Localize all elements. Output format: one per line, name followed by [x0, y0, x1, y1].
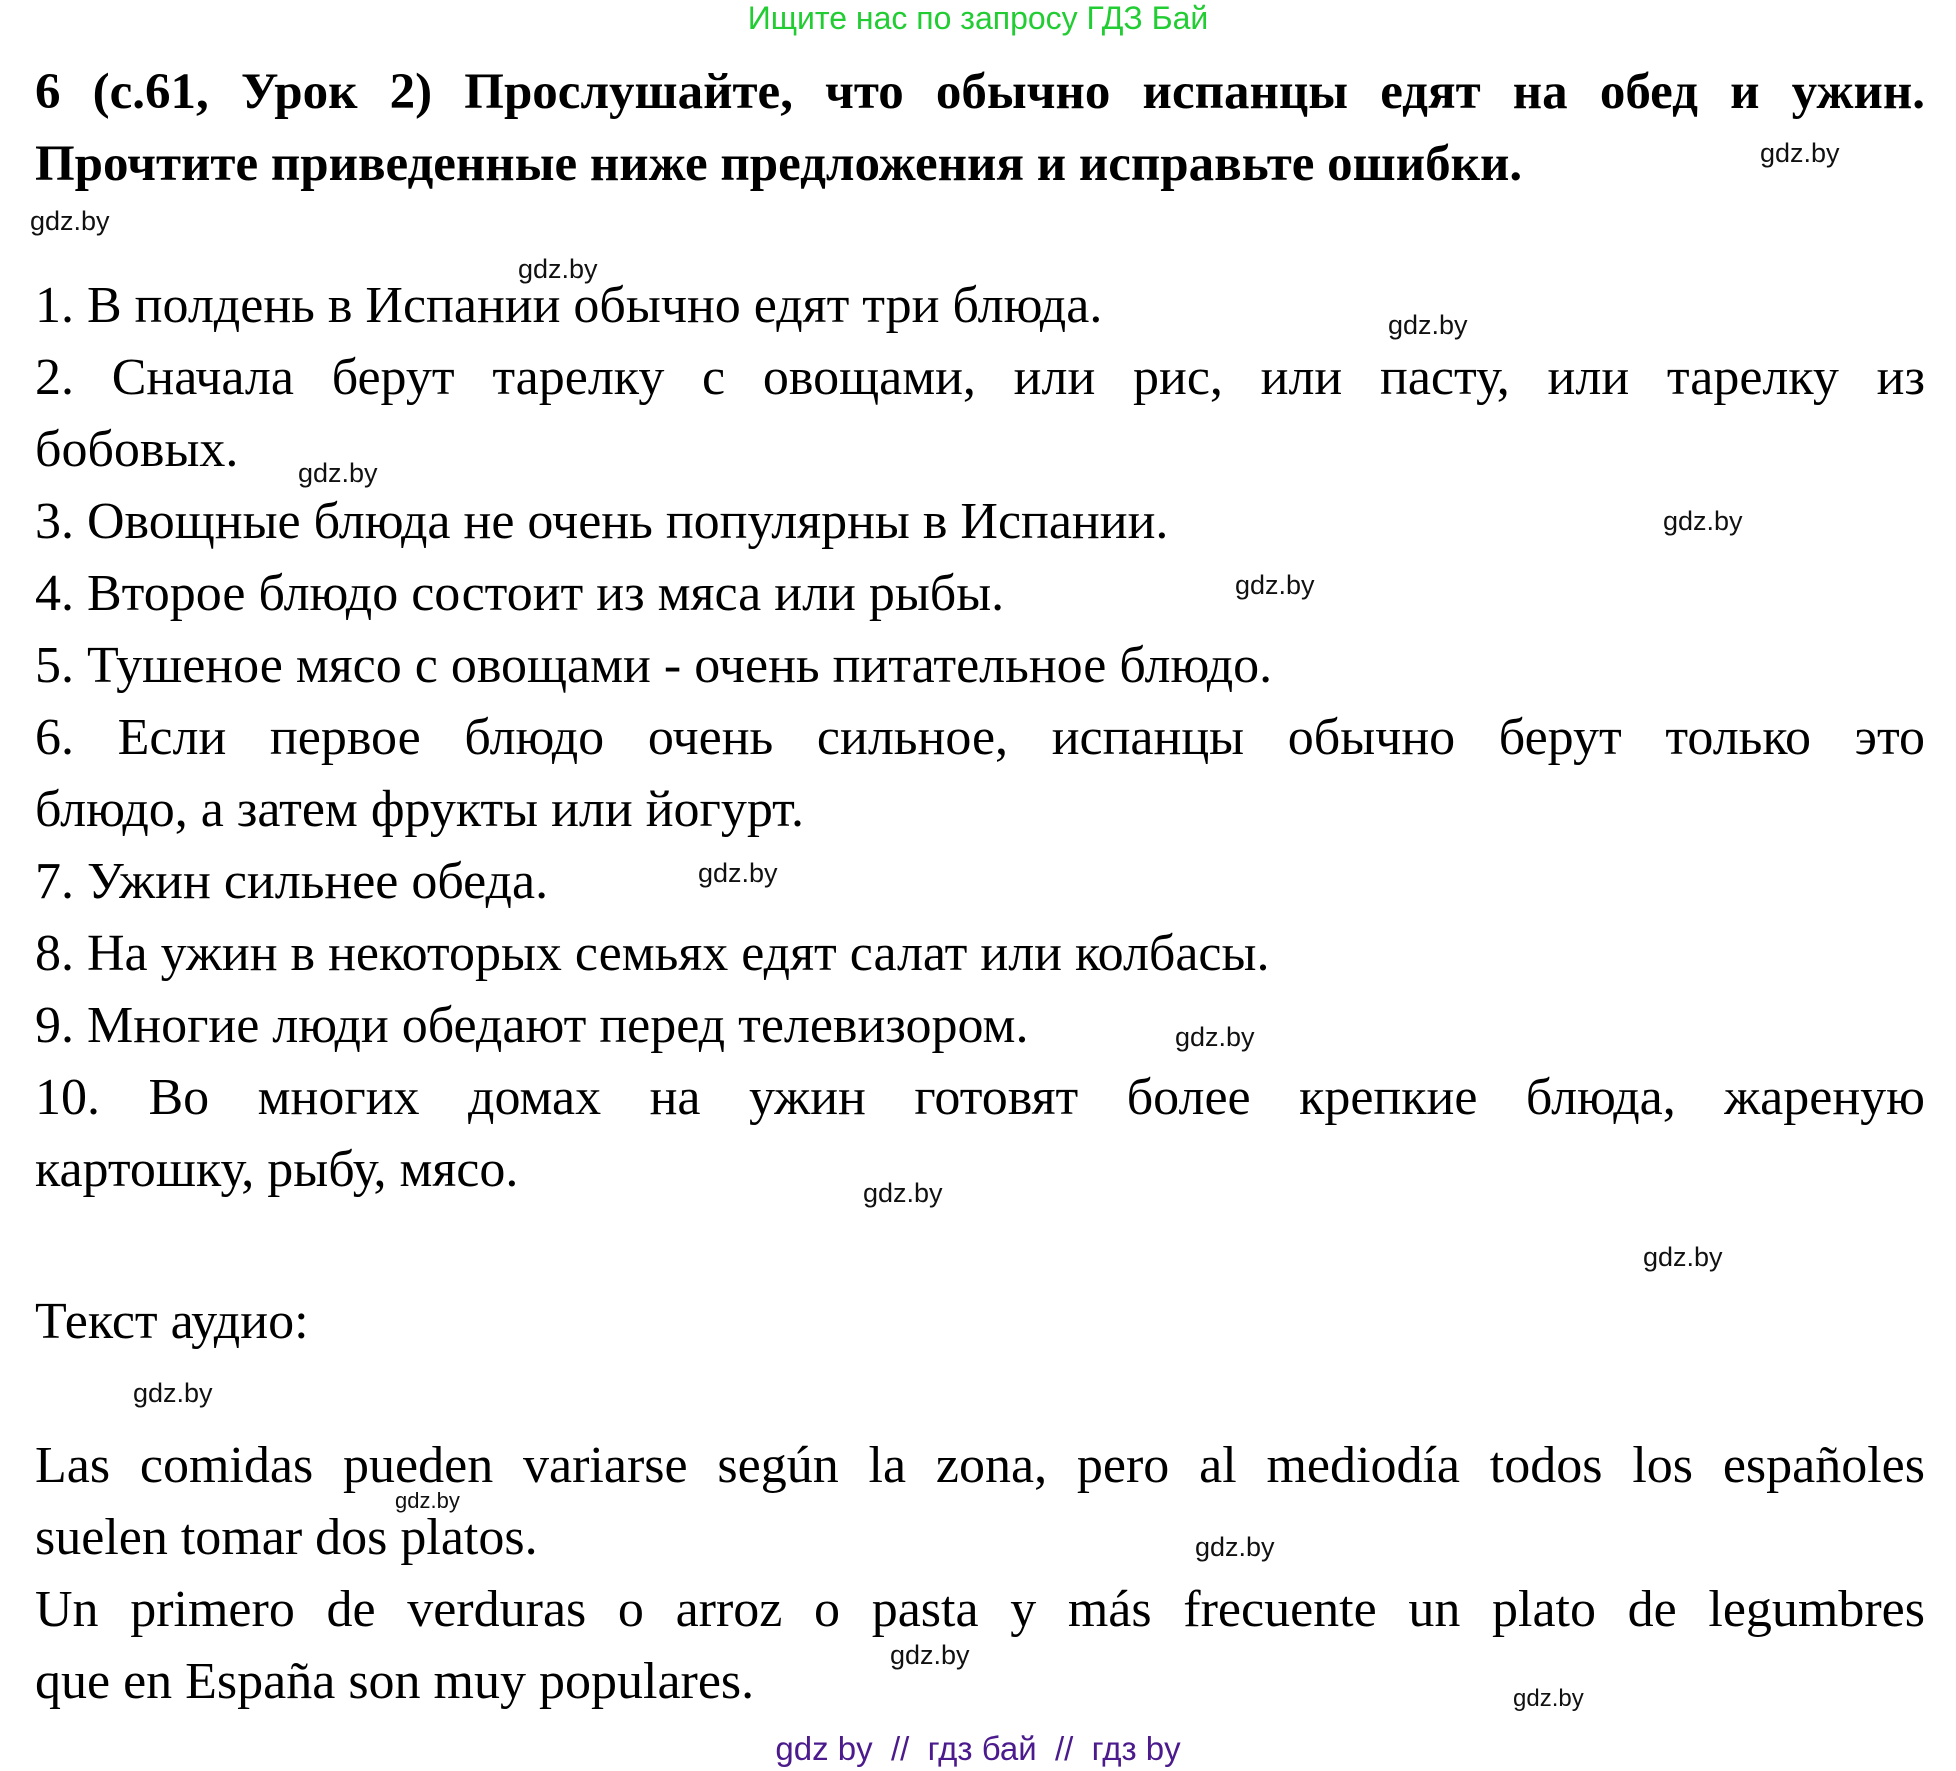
- watermark: gdz.by: [133, 1378, 213, 1408]
- watermark: gdz.by: [298, 458, 378, 488]
- list-item-continuation: картошку, рыбу, мясо.: [35, 1141, 519, 1198]
- heading-line-2: Прочтите приведенные ниже предложения и исправьте ошибки.: [35, 136, 1523, 192]
- list-item: 9. Многие люди обедают перед телевизором.: [35, 997, 1029, 1054]
- list-item: 3. Овощные блюда не очень популярны в Испании.: [35, 493, 1169, 550]
- watermark: gdz.by: [1175, 1022, 1255, 1052]
- list-item: 1. В полдень в Испании обычно едят три блюда.: [35, 277, 1103, 334]
- watermark: gdz.by: [395, 1488, 460, 1513]
- audio-label: Текст аудио:: [35, 1293, 309, 1350]
- list-item-continuation: блюдо, а затем фрукты или йогурт.: [35, 781, 804, 838]
- statements-list: [35, 270, 1925, 1206]
- transcript-line: que en España son muy populares.: [35, 1653, 755, 1710]
- watermark: gdz.by: [863, 1178, 943, 1208]
- watermark: gdz.by: [30, 206, 110, 236]
- list-item-continuation: бобовых.: [35, 421, 239, 478]
- audio-transcript: [35, 1430, 1925, 1718]
- footer-links: gdz by // гдз бай // гдз by: [775, 1730, 1181, 1767]
- watermark: gdz.by: [1760, 138, 1840, 168]
- heading-line-1: 6 (с.61, Урок 2) Прослушайте, что обычно испанцы едят на обед и ужин.: [35, 64, 1925, 120]
- list-item: 2. Сначала берут тарелку с овощами, или рис, или пасту, или тарелку из: [35, 349, 1925, 406]
- search-banner: Ищите нас по запросу ГДЗ Бай: [747, 0, 1209, 36]
- list-item: 5. Тушеное мясо с овощами - очень питательное блюдо.: [35, 637, 1273, 694]
- transcript-line: suelen tomar dos platos.: [35, 1509, 538, 1566]
- transcript-line: Un primero de verduras o arroz o pasta y más frecuente un plato de legumbres: [35, 1581, 1925, 1638]
- list-item: 7. Ужин сильнее обеда.: [35, 853, 549, 910]
- watermark: gdz.by: [1235, 570, 1315, 600]
- list-item: 4. Второе блюдо состоит из мяса или рыбы.: [35, 565, 1005, 622]
- watermark: gdz.by: [1663, 506, 1743, 536]
- watermark: gdz.by: [698, 858, 778, 888]
- list-item: 8. На ужин в некоторых семьях едят салат или колбасы.: [35, 925, 1270, 982]
- watermark: gdz.by: [1195, 1532, 1275, 1562]
- transcript-line: Las comidas pueden variarse según la zona, pero al mediodía todos los españoles: [35, 1437, 1925, 1494]
- list-item: 10. Во многих домах на ужин готовят более крепкие блюда, жареную: [35, 1069, 1925, 1126]
- list-item: 6. Если первое блюдо очень сильное, испанцы обычно берут только это: [35, 709, 1925, 766]
- watermark: gdz.by: [1388, 310, 1468, 340]
- exercise-heading: [35, 56, 1925, 200]
- watermark: gdz.by: [518, 254, 598, 284]
- watermark: gdz.by: [1643, 1242, 1723, 1272]
- watermark: gdz.by: [1513, 1685, 1584, 1712]
- watermark: gdz.by: [890, 1640, 970, 1670]
